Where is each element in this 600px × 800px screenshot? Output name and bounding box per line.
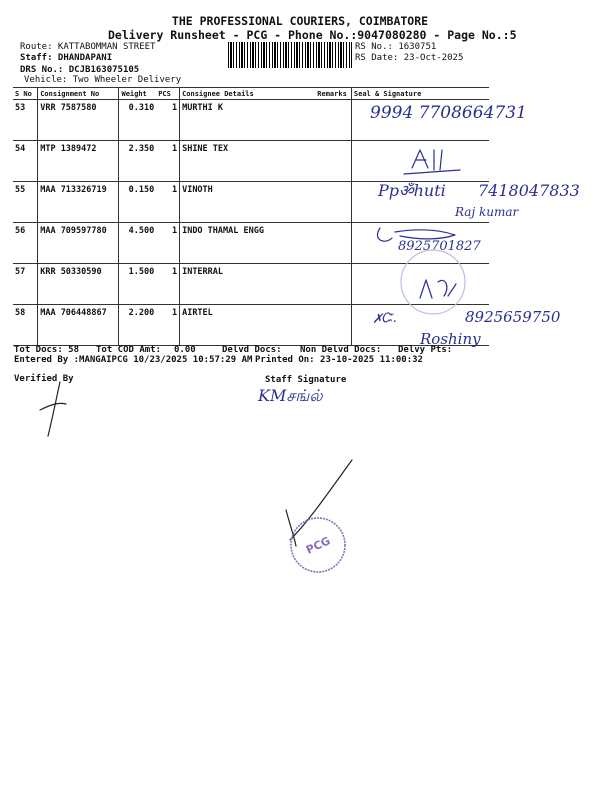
sno-cell: 56 <box>13 223 38 264</box>
sno-cell: 54 <box>13 141 38 182</box>
pcs-cell: 1 <box>156 182 179 223</box>
weight-cell: 2.350 <box>119 141 156 182</box>
drs-number: DRS No.: DCJB163075105 <box>20 65 140 75</box>
staff-signature: KMசங்ல் <box>258 386 323 405</box>
consignment-cell: MTP 1389472 <box>38 141 119 182</box>
route-label: Route: KATTABOMMAN STREET <box>20 42 156 52</box>
consignment-cell: VRR 7587580 <box>38 100 119 141</box>
weight-cell: 0.150 <box>119 182 156 223</box>
row55-name: Raj kumar <box>455 205 519 219</box>
row58-phone: 8925659750 <box>465 308 561 326</box>
col-sno: S No <box>13 88 38 100</box>
sno-cell: 57 <box>13 264 38 305</box>
company-title: THE PROFESSIONAL COURIERS, COIMBATORE <box>171 14 429 28</box>
sno-cell: 53 <box>13 100 38 141</box>
row58-initials: ✗Ꮸ. <box>374 311 397 326</box>
consignee-cell: INTERRAL <box>180 264 316 305</box>
signature-row53 <box>370 103 527 123</box>
consignee-cell: AIRTEL <box>180 305 316 346</box>
row54-signature <box>404 150 460 174</box>
row57-signature <box>420 280 456 298</box>
col-remarks: Remarks <box>315 88 351 100</box>
non-delivered-docs: Non Delvd Docs: <box>300 345 382 355</box>
weight-cell: 1.500 <box>119 264 156 305</box>
consignee-cell: MURTHI K <box>180 100 316 141</box>
pcs-cell: 1 <box>156 223 179 264</box>
sno-cell: 58 <box>13 305 38 346</box>
rs-number: RS No.: 1630751 <box>355 42 437 52</box>
consignment-cell: MAA 709597780 <box>38 223 119 264</box>
verified-signature <box>40 382 66 436</box>
row58-name: Roshiny <box>420 330 481 348</box>
runsheet-subtitle: Delivery Runsheet - PCG - Phone No.:9047080280 - Page No.:5 <box>108 28 517 42</box>
consignment-cell: MAA 706448867 <box>38 305 119 346</box>
col-consignment: Consignment No <box>38 88 119 100</box>
consignee-cell: VINOTH <box>180 182 316 223</box>
col-seal-signature: Seal & Signature <box>351 88 489 100</box>
row53-phone-handwriting: 9994 7708664731 <box>370 103 527 123</box>
total-docs: Tot Docs: 58 <box>14 345 80 355</box>
col-consignee: Consignee Details <box>180 88 316 100</box>
pcs-cell: 1 <box>156 264 179 305</box>
pcs-cell: 1 <box>156 305 179 346</box>
weight-cell: 2.200 <box>119 305 156 346</box>
staff-label: Staff: DHANDAPANI <box>20 53 113 63</box>
weight-cell: 4.500 <box>119 223 156 264</box>
pcs-cell: 1 <box>156 100 179 141</box>
delivered-docs: Delvd Docs: <box>222 345 282 355</box>
staff-signature-label: Staff Signature <box>265 375 347 385</box>
consignee-cell: INDO THAMAL ENGG <box>180 223 316 264</box>
printed-on: Printed On: 23-10-2025 11:00:32 <box>255 355 423 365</box>
consignee-cell: SHINE TEX <box>180 141 316 182</box>
row55-signature: Ppॐhuti <box>378 181 446 200</box>
pcg-stamp-text: PCG <box>304 534 333 557</box>
entered-by: Entered By :MANGAIPCG 10/23/2025 10:57:29 AM <box>14 355 253 365</box>
row56-phone: 8925701827 <box>398 239 481 254</box>
consignment-cell: MAA 713326719 <box>38 182 119 223</box>
row55-phone: 7418047833 <box>478 181 580 200</box>
pcs-cell: 1 <box>156 141 179 182</box>
round-stamp-faint <box>401 250 465 314</box>
total-cod-label: Tot COD Amt: <box>96 345 162 355</box>
col-weight: Weight <box>119 88 156 100</box>
verified-by-label: Verified By <box>14 374 74 384</box>
col-pcs: PCS <box>156 88 179 100</box>
total-cod-value: 0.00 <box>174 345 196 355</box>
sno-cell: 55 <box>13 182 38 223</box>
vehicle-label: Vehicle: Two Wheeler Delivery <box>24 75 182 85</box>
consignment-cell: KRR 50330590 <box>38 264 119 305</box>
delivery-points: Delvy Pts: <box>398 345 453 355</box>
rs-date: RS Date: 23-Oct-2025 <box>355 53 464 63</box>
weight-cell: 0.310 <box>119 100 156 141</box>
